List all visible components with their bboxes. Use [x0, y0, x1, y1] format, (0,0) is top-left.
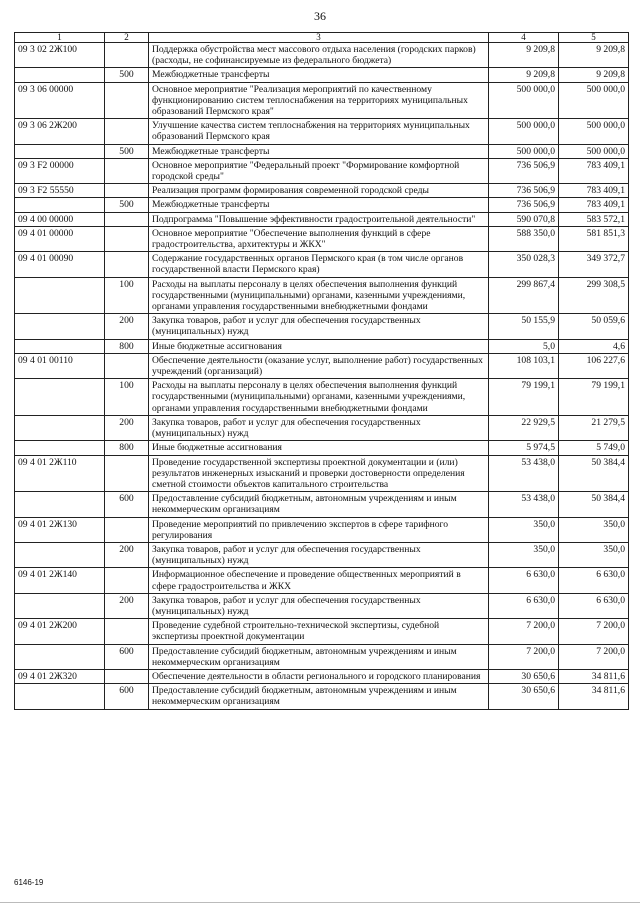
cell-description: Межбюджетные трансферты [149, 144, 489, 158]
cell-description: Подпрограмма "Повышение эффективности градостроительной деятельности" [149, 212, 489, 226]
cell-description: Обеспечение деятельности в области регионального и городского планирования [149, 669, 489, 683]
page-bottom-divider [0, 902, 640, 903]
header-col-5: 5 [559, 33, 629, 43]
cell-amount-year-1: 30 650,6 [489, 669, 559, 683]
table-row [15, 415, 629, 440]
cell-description: Закупка товаров, работ и услуг для обеспечения государственных (муниципальных) нужд [149, 415, 489, 440]
cell-amount-year-1: 30 650,6 [489, 684, 559, 709]
cell-amount-year-2: 583 572,1 [559, 212, 629, 226]
cell-amount-year-1: 22 929,5 [489, 415, 559, 440]
table-row [15, 455, 629, 492]
table-row [15, 314, 629, 339]
table-row [15, 184, 629, 198]
cell-amount-year-2: 50 384,4 [559, 455, 629, 492]
cell-target-code: 09 4 01 2Ж200 [15, 619, 105, 644]
cell-amount-year-2: 500 000,0 [559, 82, 629, 119]
cell-amount-year-1: 500 000,0 [489, 119, 559, 144]
cell-amount-year-2: 34 811,6 [559, 684, 629, 709]
cell-expense-type [105, 82, 149, 119]
cell-expense-type: 100 [105, 379, 149, 416]
cell-expense-type: 200 [105, 593, 149, 618]
cell-amount-year-2: 783 409,1 [559, 184, 629, 198]
table-row [15, 119, 629, 144]
cell-target-code: 09 3 06 00000 [15, 82, 105, 119]
cell-expense-type: 500 [105, 144, 149, 158]
cell-expense-type [105, 184, 149, 198]
cell-description: Проведение судебной строительно-технической экспертизы, судебной экспертизы проектной документации [149, 619, 489, 644]
cell-target-code [15, 644, 105, 669]
table-row [15, 339, 629, 353]
cell-expense-type: 500 [105, 68, 149, 82]
table-row [15, 669, 629, 683]
cell-target-code: 09 4 01 2Ж320 [15, 669, 105, 683]
cell-description: Закупка товаров, работ и услуг для обеспечения государственных (муниципальных) нужд [149, 542, 489, 567]
cell-amount-year-2: 34 811,6 [559, 669, 629, 683]
cell-target-code [15, 68, 105, 82]
cell-target-code: 09 3 F2 00000 [15, 158, 105, 183]
cell-expense-type [105, 517, 149, 542]
cell-expense-type [105, 158, 149, 183]
header-col-4: 4 [489, 33, 559, 43]
cell-target-code: 09 4 01 00090 [15, 252, 105, 277]
cell-amount-year-1: 350,0 [489, 542, 559, 567]
cell-amount-year-1: 7 200,0 [489, 619, 559, 644]
cell-target-code: 09 4 01 00000 [15, 226, 105, 251]
cell-target-code [15, 198, 105, 212]
cell-description: Предоставление субсидий бюджетным, автономным учреждениям и иным некоммерческим организациям [149, 684, 489, 709]
cell-amount-year-1: 9 209,8 [489, 68, 559, 82]
cell-description: Иные бюджетные ассигнования [149, 441, 489, 455]
cell-description: Предоставление субсидий бюджетным, автономным учреждениям и иным некоммерческим организациям [149, 492, 489, 517]
cell-amount-year-2: 350,0 [559, 542, 629, 567]
cell-expense-type: 200 [105, 314, 149, 339]
cell-expense-type [105, 43, 149, 68]
cell-target-code [15, 684, 105, 709]
cell-description: Иные бюджетные ассигнования [149, 339, 489, 353]
table-row [15, 43, 629, 68]
cell-description: Межбюджетные трансферты [149, 68, 489, 82]
cell-amount-year-1: 500 000,0 [489, 144, 559, 158]
cell-expense-type: 100 [105, 277, 149, 314]
table-row [15, 144, 629, 158]
cell-amount-year-1: 6 630,0 [489, 593, 559, 618]
cell-expense-type [105, 619, 149, 644]
cell-amount-year-2: 4,6 [559, 339, 629, 353]
cell-amount-year-2: 500 000,0 [559, 119, 629, 144]
cell-amount-year-2: 6 630,0 [559, 568, 629, 593]
cell-amount-year-2: 783 409,1 [559, 158, 629, 183]
cell-amount-year-1: 590 070,8 [489, 212, 559, 226]
cell-description: Информационное обеспечение и проведение общественных мероприятий в сфере градостроительства и ЖКХ [149, 568, 489, 593]
cell-expense-type: 200 [105, 542, 149, 567]
table-row [15, 684, 629, 709]
cell-expense-type [105, 568, 149, 593]
table-row [15, 277, 629, 314]
cell-target-code [15, 542, 105, 567]
cell-amount-year-1: 5,0 [489, 339, 559, 353]
cell-amount-year-1: 53 438,0 [489, 455, 559, 492]
table-row [15, 82, 629, 119]
cell-target-code [15, 339, 105, 353]
cell-target-code: 09 3 F2 55550 [15, 184, 105, 198]
cell-amount-year-2: 350,0 [559, 517, 629, 542]
cell-description: Основное мероприятие "Федеральный проект "Формирование комфортной городской среды" [149, 158, 489, 183]
table-row [15, 568, 629, 593]
cell-amount-year-2: 79 199,1 [559, 379, 629, 416]
cell-description: Основное мероприятие "Обеспечение выполнения функций в сфере градостроительства, архитектуры и ЖКХ" [149, 226, 489, 251]
cell-amount-year-1: 736 506,9 [489, 184, 559, 198]
table-row [15, 644, 629, 669]
cell-amount-year-2: 9 209,8 [559, 68, 629, 82]
cell-amount-year-1: 5 974,5 [489, 441, 559, 455]
table-row [15, 198, 629, 212]
cell-amount-year-1: 79 199,1 [489, 379, 559, 416]
cell-description: Проведение мероприятий по привлечению экспертов в сфере тарифного регулирования [149, 517, 489, 542]
cell-target-code [15, 379, 105, 416]
cell-expense-type [105, 119, 149, 144]
table-body [15, 43, 629, 710]
table-row [15, 68, 629, 82]
cell-amount-year-1: 50 155,9 [489, 314, 559, 339]
cell-description: Основное мероприятие "Реализация мероприятий по качественному функционированию систем теплоснабжения на территориях муниципальных образований Пермского края" [149, 82, 489, 119]
cell-target-code [15, 415, 105, 440]
cell-description: Реализация программ формирования современной городской среды [149, 184, 489, 198]
cell-expense-type: 600 [105, 492, 149, 517]
table-row [15, 542, 629, 567]
cell-amount-year-2: 5 749,0 [559, 441, 629, 455]
cell-description: Проведение государственной экспертизы проектной документации и (или) результатов инженерных изысканий и проверки достоверности определения сметной стоимости объектов капитального строительства [149, 455, 489, 492]
table-row [15, 517, 629, 542]
cell-amount-year-1: 53 438,0 [489, 492, 559, 517]
cell-expense-type [105, 669, 149, 683]
cell-amount-year-1: 736 506,9 [489, 198, 559, 212]
cell-amount-year-1: 6 630,0 [489, 568, 559, 593]
cell-expense-type [105, 455, 149, 492]
cell-expense-type: 200 [105, 415, 149, 440]
cell-description: Закупка товаров, работ и услуг для обеспечения государственных (муниципальных) нужд [149, 593, 489, 618]
cell-expense-type: 600 [105, 644, 149, 669]
cell-target-code [15, 144, 105, 158]
table-row [15, 492, 629, 517]
header-col-2: 2 [105, 33, 149, 43]
cell-amount-year-2: 299 308,5 [559, 277, 629, 314]
cell-amount-year-2: 581 851,3 [559, 226, 629, 251]
cell-description: Расходы на выплаты персоналу в целях обеспечения выполнения функций государственными (муниципальными) органами, казенными учреждениями, органами управления государственными внебюджетными фондами [149, 379, 489, 416]
cell-target-code [15, 277, 105, 314]
cell-amount-year-2: 783 409,1 [559, 198, 629, 212]
cell-description: Содержание государственных органов Пермского края (в том числе органов государственной власти Пермского края) [149, 252, 489, 277]
cell-target-code: 09 3 02 2Ж100 [15, 43, 105, 68]
cell-target-code: 09 4 00 00000 [15, 212, 105, 226]
cell-target-code: 09 4 01 2Ж130 [15, 517, 105, 542]
cell-target-code [15, 314, 105, 339]
cell-amount-year-1: 350,0 [489, 517, 559, 542]
cell-amount-year-2: 7 200,0 [559, 644, 629, 669]
cell-expense-type: 800 [105, 441, 149, 455]
cell-amount-year-2: 6 630,0 [559, 593, 629, 618]
table-row [15, 593, 629, 618]
cell-expense-type: 500 [105, 198, 149, 212]
table-row [15, 158, 629, 183]
cell-amount-year-2: 9 209,8 [559, 43, 629, 68]
table-row [15, 353, 629, 378]
cell-expense-type [105, 226, 149, 251]
cell-amount-year-2: 21 279,5 [559, 415, 629, 440]
table-row [15, 252, 629, 277]
cell-description: Предоставление субсидий бюджетным, автономным учреждениям и иным некоммерческим организациям [149, 644, 489, 669]
table-row [15, 441, 629, 455]
cell-expense-type: 800 [105, 339, 149, 353]
cell-description: Улучшение качества систем теплоснабжения на территориях муниципальных образований Пермского края [149, 119, 489, 144]
header-col-3: 3 [149, 33, 489, 43]
cell-target-code [15, 593, 105, 618]
cell-target-code: 09 4 01 2Ж140 [15, 568, 105, 593]
cell-amount-year-1: 108 103,1 [489, 353, 559, 378]
table-header-row [15, 33, 629, 43]
cell-amount-year-2: 50 384,4 [559, 492, 629, 517]
cell-amount-year-2: 349 372,7 [559, 252, 629, 277]
cell-expense-type [105, 252, 149, 277]
cell-amount-year-1: 736 506,9 [489, 158, 559, 183]
header-col-1: 1 [15, 33, 105, 43]
cell-description: Расходы на выплаты персоналу в целях обеспечения выполнения функций государственными (муниципальными) органами, казенными учреждениями, органами управления государственными внебюджетными фондами [149, 277, 489, 314]
cell-amount-year-2: 50 059,6 [559, 314, 629, 339]
cell-amount-year-2: 7 200,0 [559, 619, 629, 644]
cell-target-code: 09 3 06 2Ж200 [15, 119, 105, 144]
document-id: 6146-19 [14, 878, 44, 887]
cell-description: Обеспечение деятельности (оказание услуг, выполнение работ) государственных учреждений (организаций) [149, 353, 489, 378]
cell-target-code: 09 4 01 00110 [15, 353, 105, 378]
table-row [15, 226, 629, 251]
cell-amount-year-1: 350 028,3 [489, 252, 559, 277]
cell-description: Поддержка обустройства мест массового отдыха населения (городских парков) (расходы, не софинансируемые из федерального бюджета) [149, 43, 489, 68]
cell-amount-year-1: 588 350,0 [489, 226, 559, 251]
cell-description: Закупка товаров, работ и услуг для обеспечения государственных (муниципальных) нужд [149, 314, 489, 339]
cell-target-code: 09 4 01 2Ж110 [15, 455, 105, 492]
table-row [15, 379, 629, 416]
budget-table [14, 32, 629, 710]
cell-expense-type: 600 [105, 684, 149, 709]
cell-target-code [15, 492, 105, 517]
cell-amount-year-2: 106 227,6 [559, 353, 629, 378]
cell-amount-year-1: 299 867,4 [489, 277, 559, 314]
cell-target-code [15, 441, 105, 455]
cell-amount-year-1: 9 209,8 [489, 43, 559, 68]
table-row [15, 619, 629, 644]
cell-expense-type [105, 212, 149, 226]
cell-expense-type [105, 353, 149, 378]
cell-amount-year-2: 500 000,0 [559, 144, 629, 158]
cell-description: Межбюджетные трансферты [149, 198, 489, 212]
cell-amount-year-1: 7 200,0 [489, 644, 559, 669]
table-row [15, 212, 629, 226]
cell-amount-year-1: 500 000,0 [489, 82, 559, 119]
page-number: 36 [314, 9, 326, 23]
